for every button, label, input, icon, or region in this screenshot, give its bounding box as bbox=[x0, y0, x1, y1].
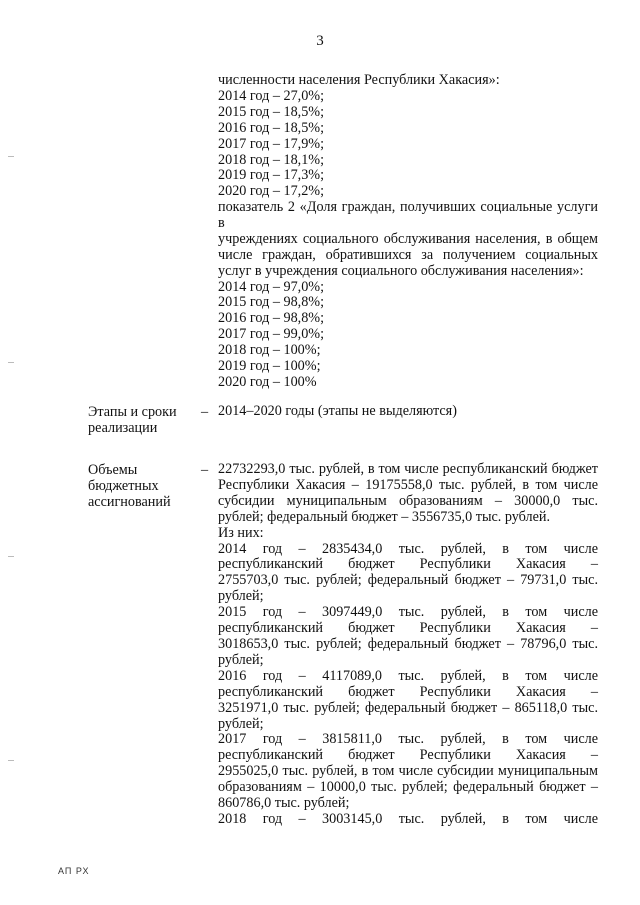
indicator-line: 2018 год – 18,1%; bbox=[218, 151, 325, 168]
budget-line: 2755703,0 тыс. рублей; федеральный бюджет – 79731,0 тыс. bbox=[218, 572, 598, 589]
indicator-2-block bbox=[218, 200, 598, 391]
indicator-line: 2019 год – 17,3%; bbox=[218, 167, 325, 184]
budget-line: рублей; федеральный бюджет – 3556735,0 тыс. рублей. bbox=[218, 508, 551, 525]
stages-value bbox=[218, 404, 598, 420]
page-number: 3 bbox=[316, 33, 324, 49]
budget-label-line: Объемы bbox=[88, 462, 138, 478]
stages-dash: – bbox=[201, 404, 209, 420]
budget-label-line: ассигнований bbox=[88, 494, 171, 510]
indicator-2-year: 2015 год – 98,8%; bbox=[218, 294, 325, 311]
stages-value-text: 2014–2020 годы (этапы не выделяются) bbox=[218, 403, 457, 419]
budget-line: рублей; bbox=[218, 715, 264, 732]
indicator-line: 2017 год – 17,9%; bbox=[218, 135, 325, 152]
footer-stamp: АП РХ bbox=[58, 866, 90, 876]
budget-line: рублей; bbox=[218, 651, 264, 668]
indicator-line: численности населения Республики Хакасия»: bbox=[218, 72, 500, 88]
indicator-2-year: 2017 год – 99,0%; bbox=[218, 326, 325, 343]
budget-line: республиканский бюджет Республики Хакасия – bbox=[218, 556, 598, 573]
budget-line: 3018653,0 тыс. рублей; федеральный бюджет – 78796,0 тыс. bbox=[218, 635, 598, 652]
budget-line: 3251971,0 тыс. рублей; федеральный бюджет – 865118,0 тыс. bbox=[218, 699, 598, 716]
budget-line: республиканский бюджет Республики Хакасия – bbox=[218, 747, 598, 764]
indicator-2-year: 2014 год – 97,0%; bbox=[218, 278, 325, 295]
scan-mark bbox=[8, 556, 14, 557]
budget-line: 860786,0 тыс. рублей; bbox=[218, 795, 350, 812]
budget-line: республиканский бюджет Республики Хакасия – bbox=[218, 620, 598, 637]
budget-line: 2015 год – 3097449,0 тыс. рублей, в том числе bbox=[218, 604, 598, 621]
stages-label bbox=[88, 404, 188, 436]
budget-line: 2018 год – 3003145,0 тыс. рублей, в том числе bbox=[218, 810, 598, 827]
indicator-line: 2014 год – 27,0%; bbox=[218, 87, 325, 104]
stages-label-line: реализации bbox=[88, 420, 158, 436]
scan-mark bbox=[8, 760, 14, 761]
budget-line: 2955025,0 тыс. рублей, в том числе субсидии муниципальным bbox=[218, 763, 598, 780]
budget-line: 2017 год – 3815811,0 тыс. рублей, в том числе bbox=[218, 731, 598, 748]
indicator-1-block bbox=[218, 73, 598, 200]
budget-line: республиканский бюджет Республики Хакасия – bbox=[218, 683, 598, 700]
budget-line: Республики Хакасия – 19175558,0 тыс. рублей, в том числе bbox=[218, 476, 598, 493]
indicator-2-text: услуг в учреждения социального обслуживания населения»: bbox=[218, 262, 584, 279]
budget-line: 2016 год – 4117089,0 тыс. рублей, в том числе bbox=[218, 667, 598, 684]
indicator-2-text: числе граждан, обратившихся за получением социальных bbox=[218, 246, 598, 263]
indicator-2-text: показатель 2 «Доля граждан, получивших социальные услуги в bbox=[218, 199, 598, 231]
scan-mark bbox=[8, 156, 14, 157]
budget-dash: – bbox=[201, 462, 209, 478]
budget-line: 22732293,0 тыс. рублей, в том числе республиканский бюджет bbox=[218, 461, 598, 477]
budget-line: образованиям – 10000,0 тыс. рублей; федеральный бюджет – bbox=[218, 779, 598, 796]
budget-line: Из них: bbox=[218, 524, 264, 541]
budget-line: субсидии муниципальным образованиям – 30000,0 тыс. bbox=[218, 492, 598, 509]
budget-line: рублей; bbox=[218, 588, 264, 605]
indicator-2-year: 2018 год – 100%; bbox=[218, 342, 321, 359]
indicator-line: 2015 год – 18,5%; bbox=[218, 103, 325, 120]
scan-mark bbox=[8, 362, 14, 363]
indicator-2-text: учреждениях социального обслуживания населения, в общем bbox=[218, 230, 598, 247]
budget-label bbox=[88, 462, 188, 510]
indicator-2-year: 2020 год – 100% bbox=[218, 373, 317, 390]
stages-label-line: Этапы и сроки bbox=[88, 404, 177, 420]
indicator-2-year: 2019 год – 100%; bbox=[218, 358, 321, 375]
budget-block bbox=[218, 462, 598, 828]
indicator-2-year: 2016 год – 98,8%; bbox=[218, 310, 325, 327]
indicator-line: 2020 год – 17,2%; bbox=[218, 183, 325, 200]
budget-line: 2014 год – 2835434,0 тыс. рублей, в том числе bbox=[218, 540, 598, 557]
indicator-line: 2016 год – 18,5%; bbox=[218, 119, 325, 136]
budget-label-line: бюджетных bbox=[88, 478, 159, 494]
